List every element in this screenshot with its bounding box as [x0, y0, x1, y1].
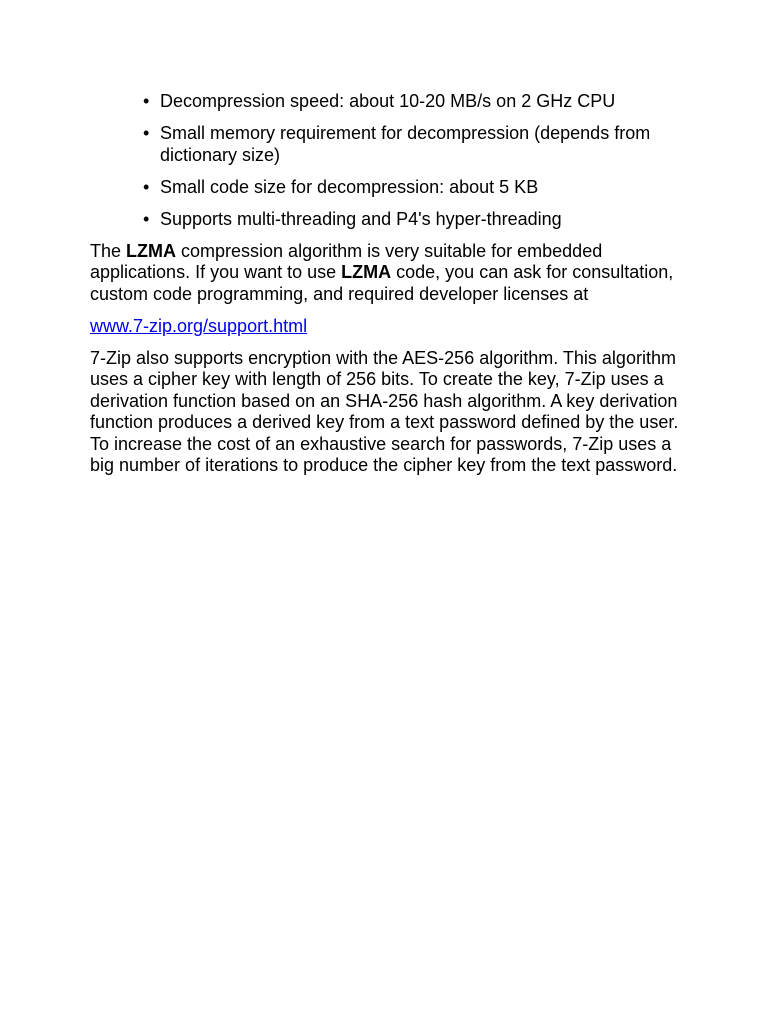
feature-text: Decompression speed: about 10-20 MB/s on 2 GHz CPU [160, 91, 616, 111]
bullet-icon: • [143, 91, 150, 111]
lzma-paragraph-text: The [90, 240, 127, 261]
feature-list-item [143, 123, 682, 166]
encryption-paragraph: 7-Zip also supports encryption with the AES-256 algorithm. This algorithm uses a cipher key with length of 256 bits. To create the key, 7-Zip uses a derivation function based on an SHA-256 hash algorithm. A key derivation function produces a derived key from a text password defined by the user. To increase the cost of an exhaustive search for passwords, 7-Zip uses a big number of iterations to produce the cipher key from the text password. [90, 347, 679, 475]
lzma-term: LZMA [126, 240, 177, 261]
lzma-paragraph [90, 241, 682, 306]
feature-text: Supports multi-threading and P4's hyper-threading [160, 208, 562, 229]
feature-list [90, 91, 682, 230]
lzma-paragraph-text: code, you can ask for consultation, custom code programming, and required developer licenses at [90, 262, 674, 304]
lzma-term: LZMA [341, 262, 392, 282]
bullet-icon: • [143, 123, 150, 143]
feature-list-item [143, 208, 682, 231]
lzma-paragraph-text: compression algorithm is very suitable for embedded applications. If you want to use [90, 240, 603, 282]
bullet-icon: • [143, 176, 150, 197]
bullet-icon: • [143, 208, 150, 229]
feature-list-item [143, 91, 682, 113]
document-page [90, 91, 682, 487]
feature-text: Small memory requirement for decompression (depends from dictionary size) [160, 123, 651, 165]
support-link[interactable]: www.7-zip.org/support.html [90, 315, 308, 336]
feature-text: Small code size for decompression: about 5 KB [160, 176, 539, 197]
support-link-paragraph [90, 316, 682, 338]
feature-list-item [143, 176, 682, 199]
